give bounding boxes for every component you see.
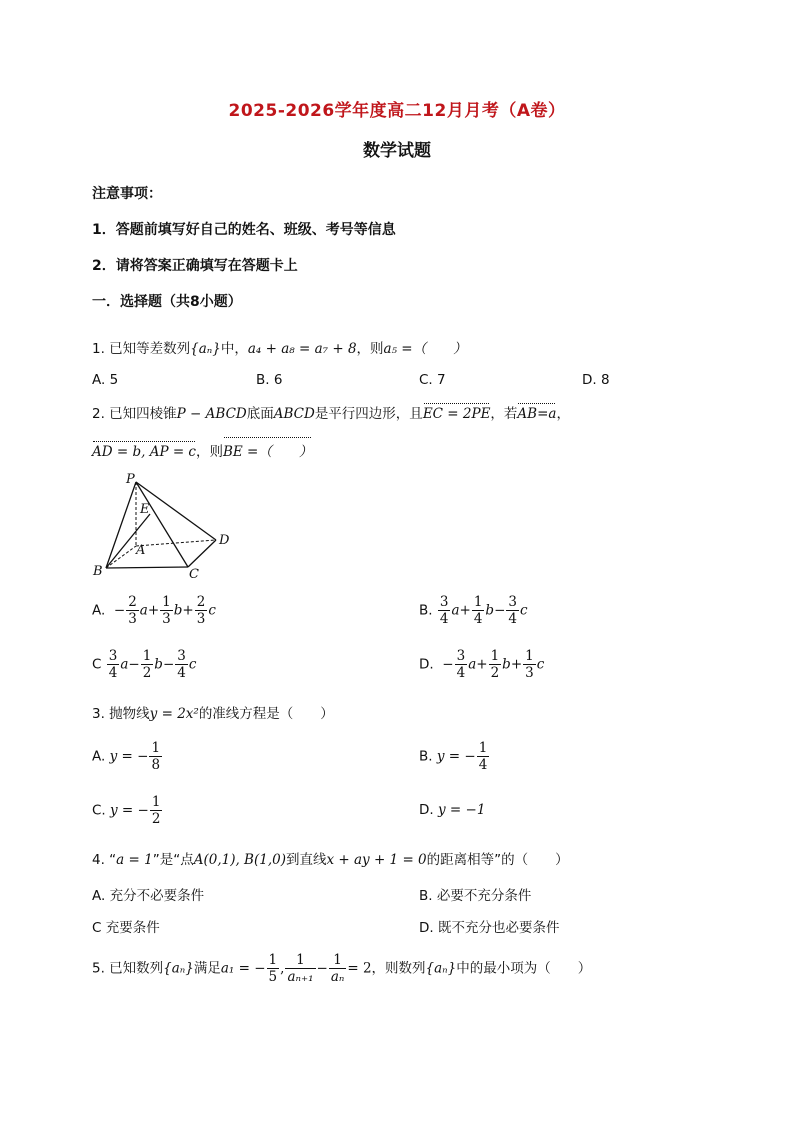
q3-option-d[interactable] <box>419 802 485 818</box>
section-heading: 一．选择题（共8小题） <box>92 294 242 310</box>
q2-vector-ab: AB=a <box>517 406 557 422</box>
label-c: C <box>189 567 199 582</box>
q1-option-d[interactable]: D. 8 <box>582 372 610 388</box>
label-e: E <box>140 502 150 517</box>
q2-text-i: ， <box>556 406 570 422</box>
q2-text-then: ，则 <box>195 444 223 460</box>
q2-ask: BE =（ ） <box>223 440 312 460</box>
q1-mid: 中， <box>220 341 248 357</box>
q4-option-d[interactable]: D. 既不充分也必要条件 <box>419 920 560 936</box>
q4-line: x + ay + 1 = 0 <box>326 852 427 868</box>
q3-text-a: 3. 抛物线 <box>92 706 150 722</box>
q2-option-b-label: B. <box>419 602 433 619</box>
q3-option-c-den: 2 <box>151 811 161 827</box>
q5-text-c: ，则数列 <box>371 960 426 977</box>
q3-equation: y = 2x² <box>149 706 199 722</box>
q2-text-e: 是平行四边形，且 <box>314 406 423 422</box>
page-title: 2025-2026学年度高二12月月考（A卷） <box>228 101 566 121</box>
q3-option-c-num: 1 <box>151 794 161 810</box>
q1-option-b[interactable]: B. 6 <box>256 372 283 388</box>
q3-option-b[interactable] <box>419 740 490 773</box>
q4-points: A(0,1), B(1,0) <box>193 852 286 868</box>
q3-option-c-label: C. <box>92 802 106 819</box>
q5-text-d: 中的最小项为（ ） <box>456 960 592 977</box>
q2-vectors: AD = b, AP = c <box>92 444 196 460</box>
page-subtitle: 数学试题 <box>363 141 431 161</box>
q3-option-a-den: 8 <box>151 757 161 773</box>
pyramid-figure <box>88 470 238 582</box>
q4-condition: a = 1 <box>116 852 153 868</box>
question-2-line-1 <box>92 402 570 422</box>
q4-option-c[interactable]: C 充要条件 <box>92 920 160 936</box>
q3-option-b-num: 1 <box>478 740 488 756</box>
q5-a1: a₁ = − <box>220 960 266 977</box>
q3-option-a[interactable] <box>92 740 163 773</box>
q1-option-c[interactable]: C. 7 <box>419 372 446 388</box>
label-a: A <box>136 543 146 558</box>
q2-text-g: ，若 <box>490 406 518 422</box>
q3-text-b: 的准线方程是（ ） <box>198 706 334 722</box>
q4-text-b: ”是“点 <box>152 852 194 868</box>
notes-item-2: 2．请将答案正确填写在答题卡上 <box>92 258 298 274</box>
question-5: 5. 已知数列{aₙ}满足a₁ = − $\frac{1}{5}$ , $\frac{1}{\text{aₙ₊₁}}$ − $\frac{1}{\text{aₙ}}$ = 2，则数列{aₙ}中的最小项为（ ） <box>92 952 592 985</box>
q1-prefix: 1. 已知等差数列 <box>92 341 191 357</box>
q3-option-b-lhs: y = − <box>436 748 476 765</box>
q2-option-b[interactable]: B. $\frac{3}{4}$ a+ $\frac{1}{4}$ b− $\frac{3}{4}$ c <box>419 594 528 627</box>
q3-option-b-den: 4 <box>478 757 488 773</box>
q5-equals: = 2 <box>347 960 372 977</box>
q5-sequence-2: {aₙ} <box>425 960 457 977</box>
question-3 <box>92 702 334 722</box>
q4-text-a: 4. “ <box>92 852 117 868</box>
q2-text-a: 2. 已知四棱锥 <box>92 406 177 422</box>
q5-frac3-den: aₙ <box>330 969 345 985</box>
q2-option-a-label: A. <box>92 602 106 619</box>
q5-sequence: {aₙ} <box>163 960 194 977</box>
q1-tail: ，则 <box>356 341 384 357</box>
q5-frac2-den: aₙ₊₁ <box>287 969 314 985</box>
q5-frac1-num: 1 <box>268 952 278 968</box>
q1-seq: {aₙ} <box>190 341 221 357</box>
q3-option-a-label: A. <box>92 748 106 765</box>
label-p: P <box>126 472 135 487</box>
q5-text-a: 5. 已知数列 <box>92 960 164 977</box>
q2-option-c-label: C <box>92 656 102 673</box>
q3-option-d-label: D. <box>419 802 434 818</box>
q3-option-c[interactable] <box>92 794 163 827</box>
q3-option-d-value: y = −1 <box>437 802 486 818</box>
question-4 <box>92 848 569 868</box>
q3-option-c-lhs: y = − <box>110 802 149 819</box>
q1-eq: a₄ + a₈ = a₇ + 8 <box>247 341 357 357</box>
q3-option-a-lhs: y = − <box>109 748 149 765</box>
q4-option-a[interactable]: A. 充分不必要条件 <box>92 888 205 904</box>
q2-base: ABCD <box>273 406 315 422</box>
question-1 <box>92 337 467 357</box>
q2-option-d[interactable]: D. − $\frac{3}{4}$ a+ $\frac{1}{2}$ b+ $\frac{1}{3}$ c <box>419 648 545 681</box>
q4-text-c: 到直线 <box>285 852 327 868</box>
q5-text-b: 满足 <box>193 960 221 977</box>
q1-ask: a₅ =（ ） <box>383 341 467 357</box>
q1-option-a[interactable]: A. 5 <box>92 372 119 388</box>
q2-option-d-label: D. <box>419 656 434 673</box>
q3-option-a-num: 1 <box>151 740 161 756</box>
notes-item-1: 1．答题前填写好自己的姓名、班级、考号等信息 <box>92 222 396 238</box>
q5-frac1-den: 5 <box>268 969 278 985</box>
q4-option-b[interactable]: B. 必要不充分条件 <box>419 888 532 904</box>
question-2-line-2 <box>92 440 312 460</box>
q2-option-c[interactable]: C $\frac{3}{4}$ a− $\frac{1}{2}$ b− $\frac{3}{4}$ c <box>92 648 197 681</box>
q2-vector-relation: EC = 2PE <box>422 406 491 422</box>
q3-option-b-label: B. <box>419 748 433 765</box>
q2-pyramid: P − ABCD <box>176 406 247 422</box>
q2-text-c: 底面 <box>246 406 274 422</box>
q5-frac2-num: 1 <box>285 952 315 969</box>
notes-heading: 注意事项： <box>92 186 162 202</box>
label-d: D <box>219 533 230 548</box>
q5-frac3-num: 1 <box>329 952 347 969</box>
label-b: B <box>93 564 103 579</box>
q4-text-d: 的距离相等”的（ ） <box>426 852 569 868</box>
q2-option-a[interactable]: A. − $\frac{2}{3}$ a+ $\frac{1}{3}$ b+ $\frac{2}{3}$ c <box>92 594 216 627</box>
